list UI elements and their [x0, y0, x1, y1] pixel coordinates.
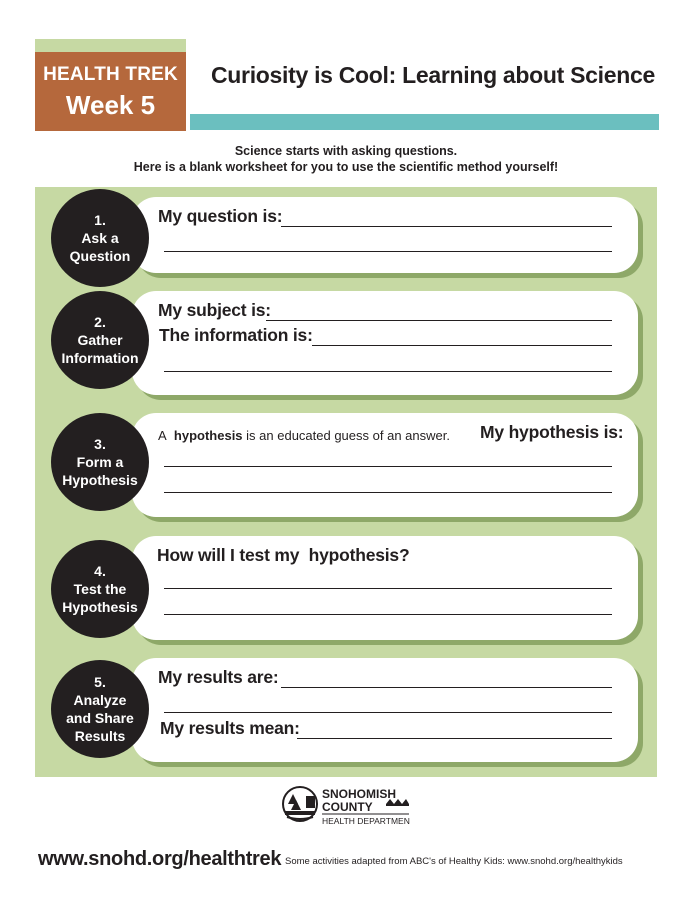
snohomish-county-logo [282, 784, 410, 828]
answer-line[interactable] [164, 492, 612, 493]
step-3-number: 3. [94, 436, 106, 452]
answer-line[interactable] [281, 226, 612, 227]
step-1-label-line-2: Question [69, 248, 131, 264]
logo-line-3: HEALTH DEPARTMENT [322, 816, 410, 826]
step-4-prompt: How will I test my hypothesis? [157, 545, 410, 565]
step-5-circle [51, 660, 149, 758]
step-2-prompt-subject: My subject is: [158, 300, 271, 320]
answer-line[interactable] [281, 687, 612, 688]
logo-line-1: SNOHOMISH [322, 787, 397, 801]
step-4-label-line-2: Hypothesis [62, 599, 138, 615]
step-5-prompt-meaning: My results mean: [160, 718, 300, 738]
step-3-label-line-1: Form a [76, 454, 124, 470]
answer-line[interactable] [164, 371, 612, 372]
title-underline-bar [190, 114, 659, 130]
answer-line[interactable] [164, 712, 612, 713]
step-4-label-line-1: Test the [73, 581, 127, 597]
step-1-label-line-1: Ask a [81, 230, 119, 246]
step-2-prompt-information: The information is: [159, 325, 313, 345]
answer-line[interactable] [164, 466, 612, 467]
intro-line-2: Here is a blank worksheet for you to use the scientific method yourself! [133, 160, 559, 174]
badge-title: HEALTH TREK [43, 64, 178, 85]
definition-term: hypothesis [173, 428, 243, 443]
activities-credit: Some activities adapted from ABC's of Healthy Kids: www.snohd.org/healthykids [285, 856, 623, 867]
badge-top-strip [35, 39, 186, 52]
step-1-prompt: My question is: [158, 206, 283, 226]
badge-week: Week 5 [65, 90, 156, 120]
answer-line[interactable] [312, 345, 612, 346]
step-4-circle [51, 540, 149, 638]
answer-line[interactable] [164, 588, 612, 589]
step-1-number: 1. [94, 212, 106, 228]
answer-line[interactable] [297, 738, 612, 739]
step-5-label-line-2: and Share [66, 710, 134, 726]
health-department-emblem-icon [282, 784, 410, 828]
step-2-label-line-2: Information [61, 350, 139, 366]
step-1-circle [51, 189, 149, 287]
step-2-circle [51, 291, 149, 389]
health-trek-badge [35, 52, 186, 131]
step-2-label-line-1: Gather [77, 332, 123, 348]
answer-line[interactable] [164, 614, 612, 615]
step-5-number: 5. [94, 674, 106, 690]
logo-line-2: COUNTY [322, 800, 373, 814]
step-5-label-line-1: Analyze [73, 692, 127, 708]
intro-line-1: Science starts with asking questions. [234, 144, 458, 158]
step-5-prompt-results: My results are: [158, 667, 279, 687]
definition-article: A [158, 428, 167, 443]
step-2-number: 2. [94, 314, 106, 330]
definition-text: is an educated guess of an answer. [246, 428, 450, 443]
page-title: Curiosity is Cool: Learning about Science [211, 62, 655, 88]
hypothesis-definition [158, 428, 450, 443]
health-trek-url[interactable]: www.snohd.org/healthtrek [38, 848, 282, 870]
answer-line[interactable] [266, 320, 612, 321]
answer-line[interactable] [164, 251, 612, 252]
step-4-number: 4. [94, 563, 106, 579]
step-3-prompt: My hypothesis is: [480, 422, 624, 442]
step-3-circle [51, 413, 149, 511]
step-5-label-line-3: Results [74, 728, 126, 744]
step-3-label-line-2: Hypothesis [62, 472, 138, 488]
